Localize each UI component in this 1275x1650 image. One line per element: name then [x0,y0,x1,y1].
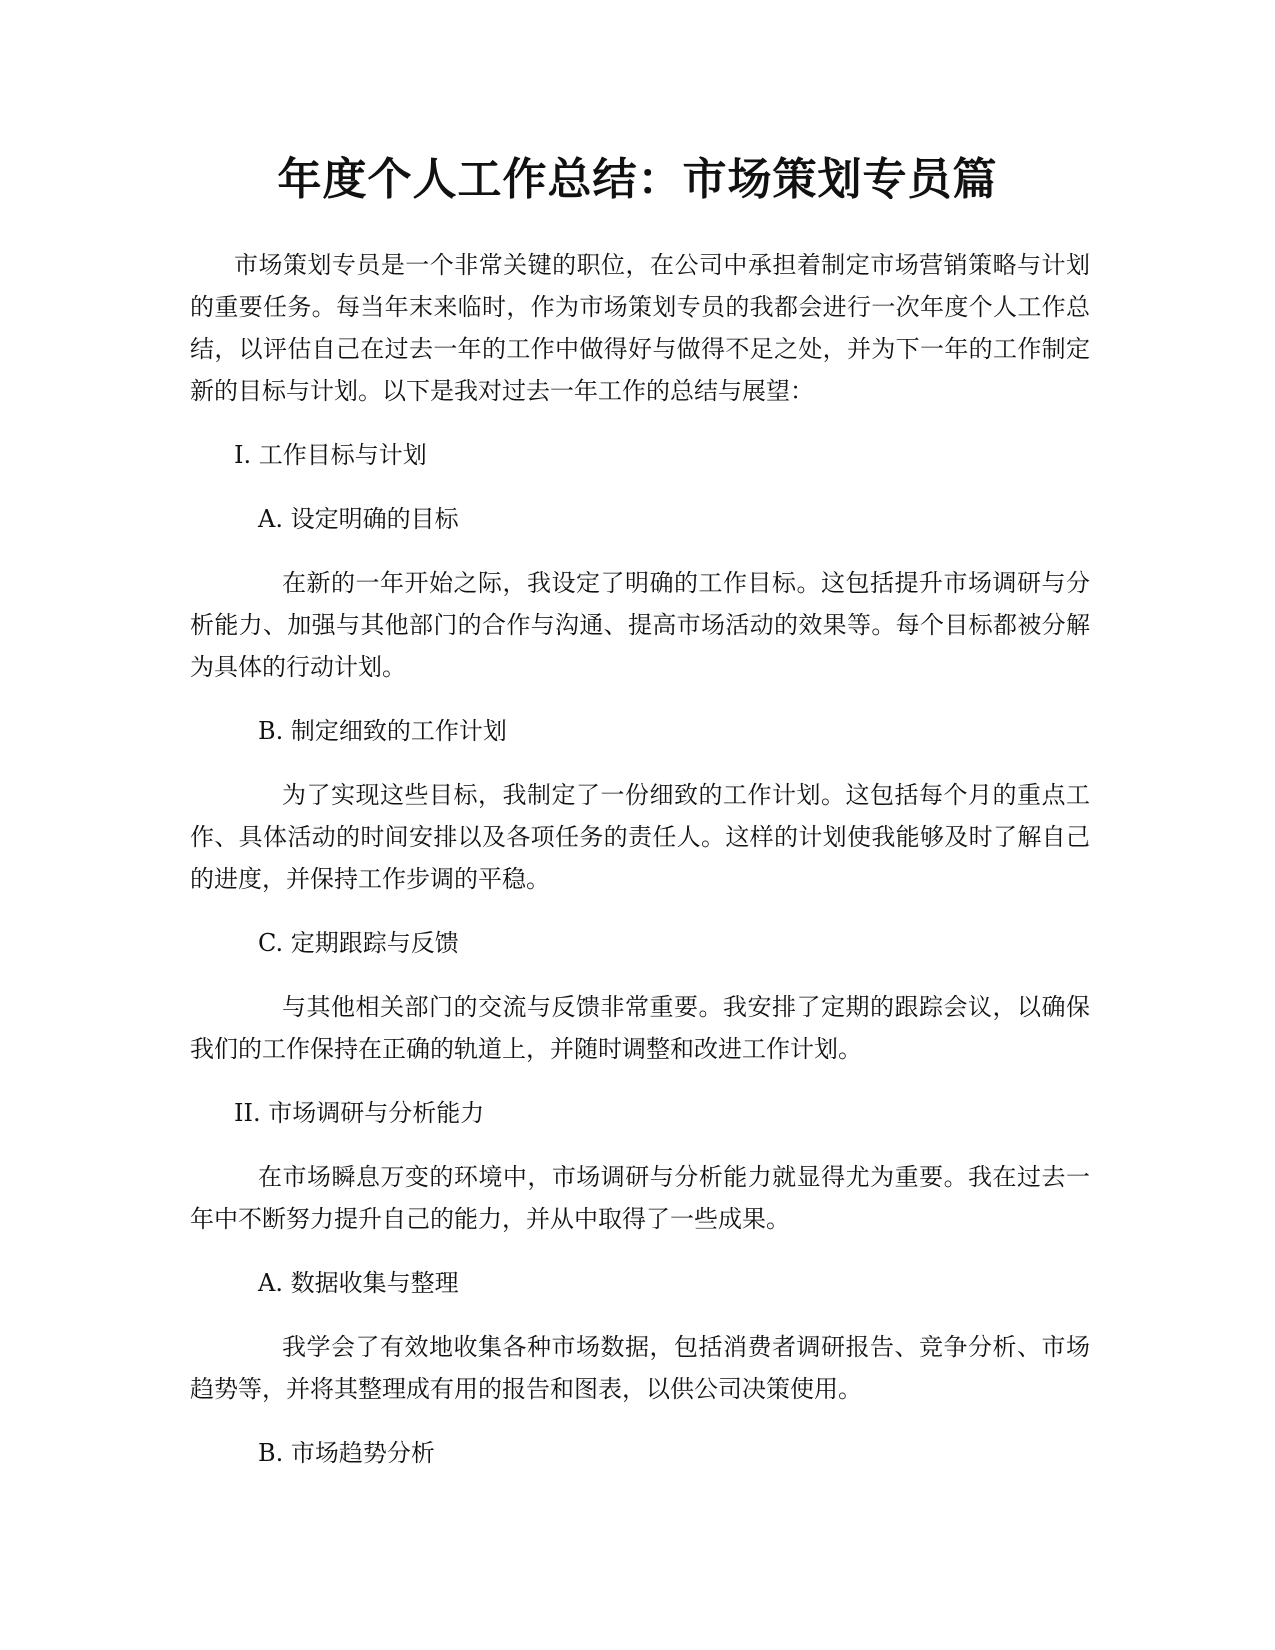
section-2b-heading: B. 市场趋势分析 [258,1439,435,1467]
section-1c-heading: C. 定期跟踪与反馈 [258,929,459,957]
section-1b-paragraph: 为了实现这些目标，我制定了一份细致的工作计划。这包括每个月的重点工作、具体活动的时间安排以及各项任务的责任人。这样的计划使我能够及时了解自己的进度，并保持工作步调的平稳。 [190,781,1090,893]
section-2-paragraph: 在市场瞬息万变的环境中，市场调研与分析能力就显得尤为重要。我在过去一年中不断努力提升自己的能力，并从中取得了一些成果。 [190,1163,1090,1233]
intro-paragraph: 市场策划专员是一个非常关键的职位，在公司中承担着制定市场营销策略与计划的重要任务。每当年末来临时，作为市场策划专员的我都会进行一次年度个人工作总结，以评估自己在过去一年的工作中做得好与做得不足之处，并为下一年的工作制定新的目标与计划。以下是我对过去一年工作的总结与展望： [190,251,1090,405]
section-1a-paragraph: 在新的一年开始之际，我设定了明确的工作目标。这包括提升市场调研与分析能力、加强与其他部门的合作与沟通、提高市场活动的效果等。每个目标都被分解为具体的行动计划。 [190,569,1090,681]
document-body [190,244,1090,1496]
section-1c-paragraph: 与其他相关部门的交流与反馈非常重要。我安排了定期的跟踪会议，以确保我们的工作保持在正确的轨道上，并随时调整和改进工作计划。 [190,993,1090,1063]
section-1-heading: I. 工作目标与计划 [234,441,427,469]
section-2a-paragraph: 我学会了有效地收集各种市场数据，包括消费者调研报告、竞争分析、市场趋势等，并将其整理成有用的报告和图表，以供公司决策使用。 [190,1333,1090,1403]
section-2a-heading: A. 数据收集与整理 [258,1269,459,1297]
section-1a-heading: A. 设定明确的目标 [258,505,459,533]
section-1b-heading: B. 制定细致的工作计划 [258,717,507,745]
section-2-heading: II. 市场调研与分析能力 [234,1099,485,1127]
document-title: 年度个人工作总结：市场策划专员篇 [277,154,998,205]
